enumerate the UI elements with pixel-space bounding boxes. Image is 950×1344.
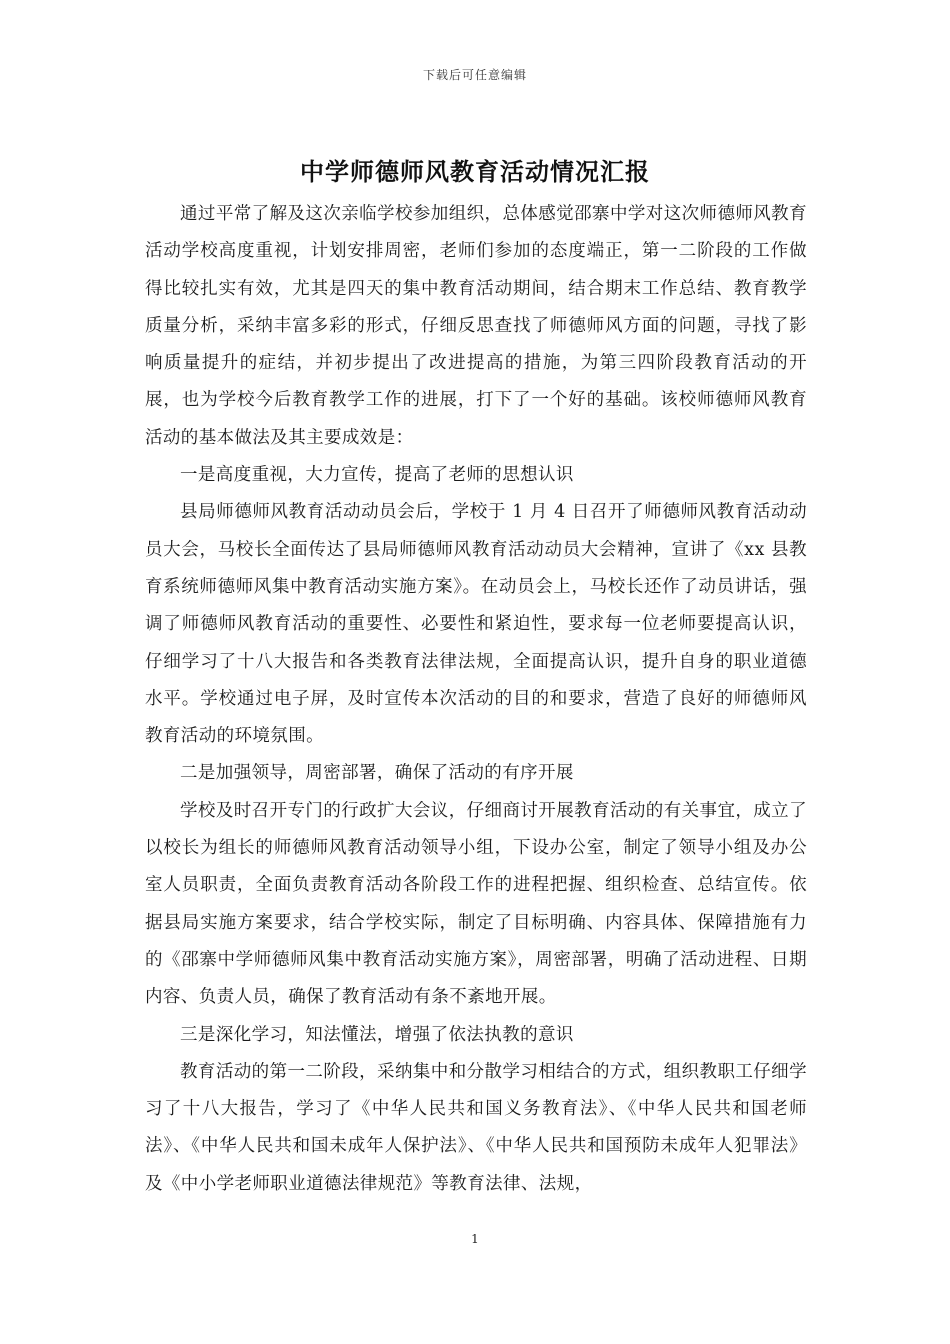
paragraph-section-1: 县局师德师风教育活动动员会后，学校于 1 月 4 日召开了师德师风教育活动动员大会，马校长全面传达了县局师德师风教育活动动员大会精神，宣讲了《xx 县教育系统师德师风集中教育活动实施方案》。在动员会上，马校长还作了动员讲话，强调了师德师风教育活动的重要性、必要性和紧迫性，要求每一位老师要提高认识，仔细学习了十八大报告和各类教育法律法规，全面提高认识，提升自身的职业道德水平。学校通过电子屏，及时宣传本次活动的目的和要求，营造了良好的师德师风教育活动的环境氛围。 <box>145 502 807 747</box>
paragraph-section-2: 学校及时召开专门的行政扩大会议，仔细商讨开展教育活动的有关事宜，成立了以校长为组长的师德师风教育活动领导小组，下设办公室，制定了领导小组及办公室人员职责，全面负责教育活动各阶段工作的进程把握、组织检查、总结宣传。依据县局实施方案要求，结合学校实际，制定了目标明确、内容具体、保障措施有力的《邵寨中学师德师风集中教育活动实施方案》，周密部署，明确了活动进程、日期内容、负责人员，确保了教育活动有条不紊地开展。 <box>145 800 807 1008</box>
document-body <box>145 196 807 1203</box>
section-heading-2: 二是加强领导，周密部署，确保了活动的有序开展 <box>180 763 574 784</box>
paragraph-section-3: 教育活动的第一二阶段，采纳集中和分散学习相结合的方式，组织教职工仔细学习了十八大报告，学习了《中华人民共和国义务教育法》、《中华人民共和国老师法》、《中华人民共和国未成年人保护法》、《中华人民共和国预防未成年人犯罪法》及《中小学老师职业道德法律规范》等教育法律、法规， <box>145 1061 807 1194</box>
header-note: 下载后可任意编辑 <box>422 68 527 82</box>
section-heading-1: 一是高度重视，大力宣传，提高了老师的思想认识 <box>180 465 574 486</box>
document-title: 中学师德师风教育活动情况汇报 <box>300 157 650 186</box>
page-number: 1 <box>471 1232 479 1246</box>
section-heading-3: 三是深化学习，知法懂法，增强了依法执教的意识 <box>180 1024 574 1045</box>
paragraph-intro: 通过平常了解及这次亲临学校参加组织，总体感觉邵寨中学对这次师德师风教育活动学校高度重视，计划安排周密，老师们参加的态度端正，第一二阶段的工作做得比较扎实有效，尤其是四天的集中教育活动期间，结合期末工作总结、教育教学质量分析，采纳丰富多彩的形式，仔细反思查找了师德师风方面的问题，寻找了影响质量提升的症结，并初步提出了改进提高的措施，为第三四阶段教育活动的开展，也为学校今后教育教学工作的进展，打下了一个好的基础。该校师德师风教育活动的基本做法及其主要成效是： <box>145 204 807 448</box>
